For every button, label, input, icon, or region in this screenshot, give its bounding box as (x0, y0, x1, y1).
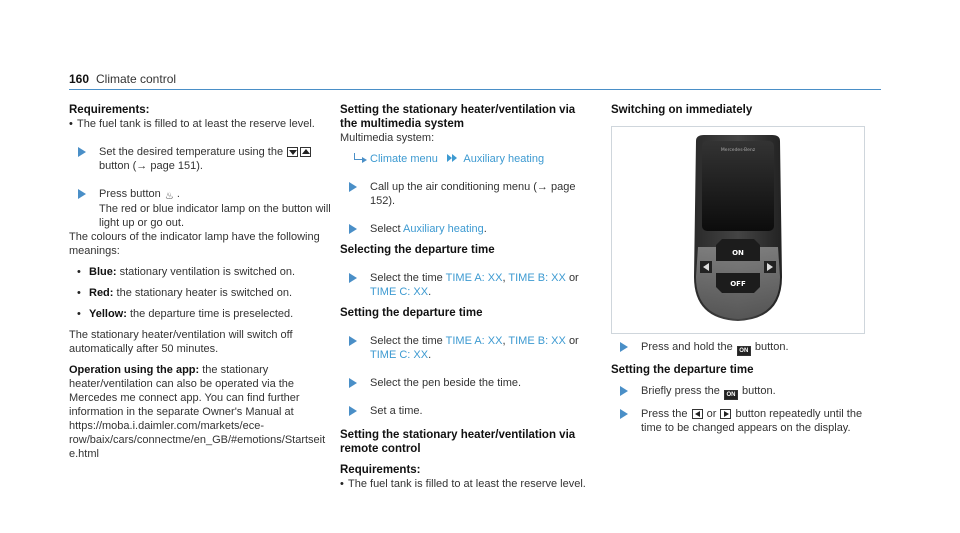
switching-heading: Switching on immediately (611, 104, 753, 116)
selecting-heading: Selecting the departure time (340, 244, 495, 256)
requirement-item: • The fuel tank is filled to at least the reserve level. (69, 117, 331, 131)
instruction-step: Select Auxiliary heating. (340, 222, 595, 236)
step-arrow-icon (349, 378, 357, 388)
header-rule (69, 89, 881, 90)
instruction-step: Call up the air conditioning menu (→ page 152). (340, 180, 595, 208)
aux-heating-link[interactable]: Auxiliary heating (403, 223, 484, 235)
stationary-heater-icon: ♨ (165, 192, 176, 202)
colour-yellow-item: • Yellow: the departure time is preselected. (69, 307, 331, 321)
instruction-step: Press button ♨ . The red or blue indicator lamp on the button will light up or go out. (69, 187, 331, 230)
instruction-step: Briefly press the ON button. (611, 384, 881, 400)
time-c-option[interactable]: TIME C: XX (370, 286, 429, 298)
requirement-item: • The fuel tank is filled to at least the reserve level. (340, 477, 595, 491)
menu-link-climate[interactable]: Climate menu (370, 153, 438, 165)
on-key-icon: ON (737, 346, 751, 356)
step-arrow-icon (620, 409, 628, 419)
step-arrow-icon (349, 406, 357, 416)
app-note: Operation using the app: the stationary heater/ventilation can also be operated via the Mercedes me connect app. You can find further information in the separate Owner's Manual at https://moba.i.daimler.com/markets/ece-row/baix/cars/connectme/en_GB/#emotions/Startseite.html (69, 364, 326, 460)
step-arrow-icon (349, 182, 357, 192)
step-arrow-icon (349, 224, 357, 234)
step-arrow-icon (349, 273, 357, 283)
section-title: Climate control (96, 72, 177, 86)
colour-blue-item: • Blue: stationary ventilation is switched on. (69, 265, 331, 279)
column-right (611, 103, 881, 117)
menu-link-aux-heating[interactable]: Auxiliary heating (463, 153, 545, 165)
page-number: 160 (69, 72, 90, 86)
menu-path (340, 152, 595, 166)
right-key-icon (720, 409, 731, 419)
step-arrow-icon (349, 336, 357, 346)
column-left (69, 103, 331, 461)
instruction-step: Select the pen beside the time. (340, 376, 595, 390)
time-a-option[interactable]: TIME A: XX (445, 272, 503, 284)
on-button-label: ON (732, 249, 744, 257)
remote-heading: Setting the stationary heater/ventilation via remote control (340, 429, 576, 455)
multimedia-label: Multimedia system: (340, 132, 435, 144)
time-c-option[interactable]: TIME C: XX (370, 349, 429, 361)
colours-intro: The colours of the indicator lamp have the following meanings: (69, 231, 320, 257)
step-arrow-icon (78, 147, 86, 157)
temp-up-icon (300, 147, 311, 157)
remote-brand-label: Mercedes-Benz (720, 148, 756, 153)
time-b-option[interactable]: TIME B: XX (508, 335, 566, 347)
colour-red-item: • Red: the stationary heater is switched on. (69, 286, 331, 300)
instruction-step: Select the time TIME A: XX, TIME B: XX or TIME C: XX. (340, 271, 595, 299)
left-key-icon (692, 409, 703, 419)
auto-off-note: The stationary heater/ventilation will switch off automatically after 50 minutes. (69, 329, 293, 355)
requirements-heading: Requirements: (69, 104, 150, 116)
page-header (69, 70, 881, 90)
instruction-step: Set the desired temperature using the button (→ page 151). (69, 145, 331, 173)
remote-control-image (612, 127, 864, 333)
instruction-step: Set a time. (340, 404, 595, 418)
requirements-heading: Requirements: (340, 464, 421, 476)
double-arrow-icon (447, 152, 457, 166)
remote-control-figure (611, 126, 865, 334)
time-b-option[interactable]: TIME B: XX (508, 272, 566, 284)
remote-display (702, 141, 774, 231)
step-arrow-icon (620, 342, 628, 352)
off-button-label: OFF (730, 280, 746, 288)
step-arrow-icon (78, 189, 86, 199)
setting-heading: Setting the departure time (611, 364, 754, 376)
instruction-step: Press the or button repeatedly until the time to be changed appears on the display. (611, 407, 881, 435)
multimedia-heading: Setting the stationary heater/ventilation via the multimedia system (340, 104, 576, 130)
instruction-step: Press and hold the ON button. (611, 340, 881, 356)
setting-heading: Setting the departure time (340, 307, 483, 319)
step-arrow-icon (620, 386, 628, 396)
menu-path-icon (354, 153, 362, 160)
column-middle (340, 103, 595, 491)
time-a-option[interactable]: TIME A: XX (445, 335, 503, 347)
temp-down-icon (287, 147, 298, 157)
on-key-icon: ON (724, 390, 738, 400)
instruction-step: Select the time TIME A: XX, TIME B: XX or TIME C: XX. (340, 334, 595, 362)
column-right-steps (611, 340, 881, 435)
